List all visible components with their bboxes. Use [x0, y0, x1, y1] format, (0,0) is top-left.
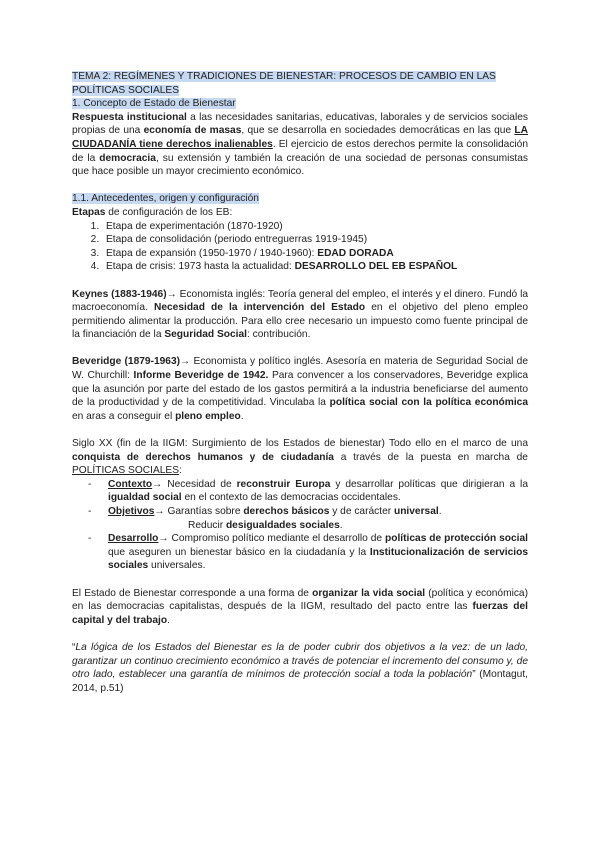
beveridge-paragraph: Beveridge (1879-1963)→ Economista y político inglés. Asesoría en materia de Seguridad Social de W. Churchill: Informe Beveridge de 1942. Para convencer a los conservadores, Beveridge explica que la asunción por parte del estado de los gastos permitirá a la industria beneficiarse del aumento de la productividad y de la competitividad. Vinculaba la política social con la política económica en aras a conseguir el pleno empleo.: [72, 356, 528, 422]
section-1-1-heading: 1.1. Antecedentes, origen y configuración: [72, 193, 259, 205]
document-content: [72, 70, 528, 695]
etapas-intro: Etapas de configuración de los EB:: [72, 206, 233, 218]
document-title: TEMA 2: REGÍMENES Y TRADICIONES DE BIENESTAR: PROCESOS DE CAMBIO EN LAS POLÍTICAS SOCIALES: [72, 71, 496, 96]
contexto-item: - Contexto→ Necesidad de reconstruir Europa y desarrollar políticas que dirigieran a la igualdad social en el contexto de las democracias occidentales.: [88, 478, 528, 504]
etapas-list: [72, 220, 528, 274]
concept-paragraph: Respuesta institucional a las necesidades sanitarias, educativas, laborales y de servicios sociales propias de una economía de masas, que se desarrolla en sociedades democráticas en las que LA CIUDADANÍA tiene derechos inalienables. El ejercicio de estos derechos permite la consolidación de la democracia, su extensión y también la creación de una sociedad de personas consumistas que hace posible un mayor crecimiento económico.: [72, 111, 529, 178]
etapa-item: 3. Etapa de expansión (1950-1970 / 1940-1960): EDAD DORADA: [102, 247, 528, 261]
estado-bienestar-paragraph: El Estado de Bienestar corresponde a una forma de organizar la vida social (política y económica) en las democracias capitalistas, después de la IIGM, resultado del pacto entre las fuerzas del capital y del trabajo.: [72, 587, 528, 626]
etapa-item: 1. Etapa de experimentación (1870-1920): [102, 220, 528, 234]
politicas-sociales-list: [72, 478, 528, 573]
keynes-paragraph: Keynes (1883-1946)→ Economista inglés: Teoría general del empleo, el interés y el dinero. Fundó la macroeconomía. Necesidad de la intervención del Estado en el objetivo del pleno empleo permitiendo alimentar la producción. Para ello cree necesario un impuesto como fuente principal de la financiación de la Seguridad Social: contribución.: [72, 288, 529, 341]
etapa-item: 2. Etapa de consolidación (periodo entreguerras 1919-1945): [102, 233, 528, 247]
siglo-xx-paragraph: Siglo XX (fin de la IIGM: Surgimiento de los Estados de bienestar) Todo ello en el marco de una conquista de derechos humanos y de ciudadanía a través de la puesta en marcha de POLÍTICAS SOCIALES:: [72, 438, 528, 477]
objetivos-item: - Objetivos→ Garantías sobre derechos básicos y de carácter universal. Reducir desigualdades sociales.: [88, 505, 528, 532]
objetivos-extra: Reducir desigualdades sociales.: [188, 519, 343, 531]
etapa-item: 4. Etapa de crisis: 1973 hasta la actualidad: DESARROLLO DEL EB ESPAÑOL: [102, 260, 528, 274]
desarrollo-item: - Desarrollo→ Compromiso político mediante el desarrollo de políticas de protección social que aseguren un bienestar básico en la ciudadanía y la Institucionalización de servicios sociales universales.: [88, 533, 528, 572]
montagut-quote: “La lógica de los Estados del Bienestar es la de poder cubrir dos objetivos a la vez: de un lado, garantizar un continuo crecimiento económico a través de potenciar el incremento del consumo y, de otro lado, establecer una garantía de mínimos de protección social a toda la población” (Montagut, 2014, p.51): [72, 641, 528, 694]
section-1-heading: 1. Concepto de Estado de Bienestar: [72, 98, 236, 110]
